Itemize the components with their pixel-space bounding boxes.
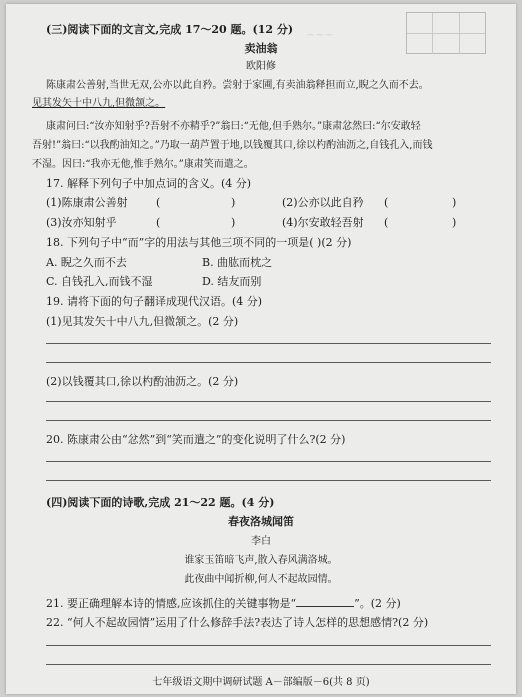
page-footer: 七年级语文期中调研试题 A－部编版－6(共 8 页) [152, 677, 370, 688]
q19-sub2: (2)以钱覆其口,徐以杓酌油沥之。(2 分) [46, 375, 239, 388]
q17-item-3: (3)汝亦知射乎 [46, 216, 117, 229]
q18-option-c: C. 自钱孔入,而钱不湿 [46, 275, 153, 288]
passage-line: 陈康肃公善射,当世无双,公亦以此自矜。尝射于家圃,有卖油翁释担而立,睨之久而不去。 [46, 80, 429, 91]
q19-sub1: (1)见其发矢十中八九,但微颔之。(2 分) [46, 315, 239, 328]
poem-title: 春夜洛城闻笛 [228, 515, 294, 528]
q17-item-2: (2)公亦以此自矜 [282, 196, 364, 209]
bleed-through-text: ~~~ [306, 28, 334, 41]
q17-item-4: (4)尔安敢轻吾射 [282, 216, 364, 229]
q21-prompt-start: 21. 要正确理解本诗的情感,应该抓住的关键事物是“ [46, 597, 297, 610]
q19-prompt: 19. 请将下面的句子翻译成现代汉语。(4 分) [46, 295, 263, 308]
section3-heading: (三)阅读下面的文言文,完成 17～20 题。(12 分) [46, 23, 294, 36]
paren-close: ) [452, 196, 457, 209]
answer-line [46, 401, 491, 402]
passage-author: 欧阳修 [246, 61, 276, 72]
poem-line: 谁家玉笛暗飞声,散入春风满洛城。 [184, 555, 338, 566]
passage-title: 卖油翁 [244, 42, 278, 55]
poem-line: 此夜曲中闻折柳,何人不起故园情。 [184, 574, 338, 585]
paren-open: ( [156, 196, 161, 209]
answer-line [46, 362, 491, 363]
q22-prompt: 22. “何人不起故园情”运用了什么修辞手法?表达了诗人怎样的思想感情?(2 分) [46, 616, 429, 629]
q18-prompt: 18. 下列句子中“而”字的用法与其他三项不同的一项是( )(2 分) [46, 236, 352, 249]
q21-answer-blank[interactable] [296, 596, 354, 607]
answer-line [46, 664, 491, 665]
q20-prompt: 20. 陈康肃公由“忿然”到“笑而遣之”的变化说明了什么?(2 分) [46, 433, 346, 446]
passage-line: 不湿。因曰:“我亦无他,惟手熟尔。”康肃笑而遣之。 [32, 159, 254, 170]
answer-line [46, 343, 491, 344]
passage-line: 康肃问曰:“汝亦知射乎?吾射不亦精乎?”翁曰:“无他,但手熟尔。”康肃忿然曰:“尔安敢轻 [46, 121, 421, 132]
q17-prompt: 17. 解释下列句子中加点词的含义。(4 分) [46, 177, 252, 190]
exam-page [6, 4, 516, 694]
q18-option-a: A. 睨之久而不去 [46, 256, 127, 269]
paren-close: ) [231, 196, 236, 209]
passage-line-underlined: 见其发矢十中八九,但微颔之。 [32, 98, 166, 109]
answer-line [46, 480, 491, 481]
q18-option-d: D. 结友而别 [202, 275, 262, 288]
paren-close: ) [452, 216, 457, 229]
paren-open: ( [384, 216, 389, 229]
passage-line: 吾射!”翁曰:“以我酌油知之。”乃取一葫芦置于地,以钱覆其口,徐以杓酌油沥之,自钱孔入,而钱 [32, 140, 433, 151]
q21-prompt [46, 596, 401, 611]
answer-line [46, 461, 491, 462]
poem-author: 李白 [251, 536, 271, 547]
paren-close: ) [231, 216, 236, 229]
paren-open: ( [156, 216, 161, 229]
answer-line [46, 420, 491, 421]
q21-prompt-end: ”。(2 分) [354, 597, 401, 610]
answer-line [46, 645, 491, 646]
q17-item-1: (1)陈康肃公善射 [46, 196, 128, 209]
q18-option-b: B. 曲肱而枕之 [202, 256, 273, 269]
section4-heading: (四)阅读下面的诗歌,完成 21～22 题。(4 分) [46, 496, 275, 509]
paren-open: ( [384, 196, 389, 209]
